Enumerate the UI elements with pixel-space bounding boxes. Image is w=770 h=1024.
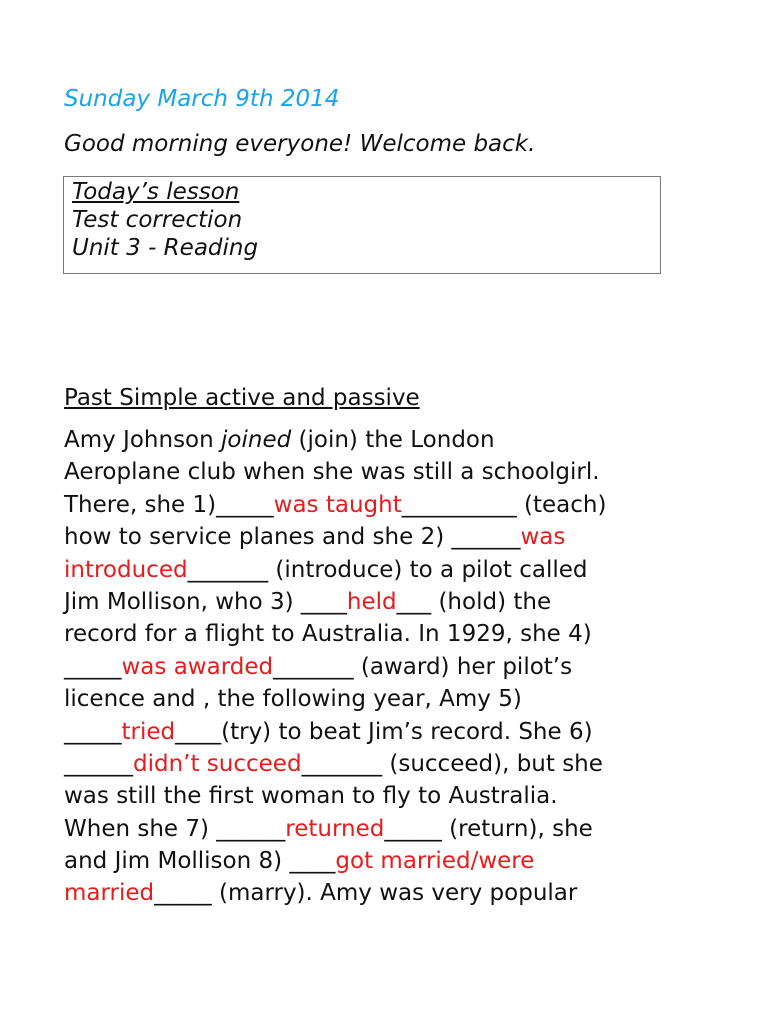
- exercise-line: [64, 456, 704, 488]
- exercise-text: how to service planes and she 2) ______: [64, 524, 521, 551]
- lesson-date: Sunday March 9th 2014: [64, 86, 340, 112]
- exercise-text: ____(try) to beat Jim’s record. She 6): [175, 718, 593, 745]
- lesson-item: Test correction: [72, 207, 243, 233]
- lesson-heading: Today’s lesson: [72, 179, 240, 205]
- exercise-line: [64, 813, 704, 845]
- answer-text: introduced: [64, 556, 188, 583]
- exercise-line: [64, 683, 704, 715]
- exercise-line: [64, 586, 704, 618]
- greeting-text: Good morning everyone! Welcome back.: [64, 131, 536, 157]
- exercise-text: (join) the London: [291, 427, 495, 453]
- exercise-line: [64, 554, 704, 586]
- exercise-text: There, she 1)_____: [64, 491, 274, 518]
- exercise-line: [64, 424, 704, 456]
- exercise-text: _____: [64, 653, 122, 680]
- exercise-text: _______ (introduce) to a pilot called: [187, 556, 588, 583]
- exercise-text: _______ (award) her pilot’s: [273, 653, 573, 680]
- answer-text: got married/were: [335, 848, 535, 875]
- exercise-text: When she 7) ______: [64, 815, 286, 842]
- answer-text: tried: [121, 718, 176, 745]
- exercise-paragraph: [64, 424, 704, 910]
- exercise-text: record for a flight to Australia. In 1929, she 4): [64, 621, 592, 648]
- exercise-text: _____: [64, 718, 122, 745]
- exercise-line: [64, 877, 704, 909]
- exercise-text: was still the first woman to fly to Australia.: [64, 783, 558, 810]
- exercise-text: _____ (marry). Amy was very popular: [154, 880, 578, 907]
- exercise-text: and Jim Mollison 8) ____: [64, 848, 336, 875]
- exercise-text: Aeroplane club when she was still a schoolgirl.: [64, 459, 600, 486]
- exercise-text: ______: [64, 750, 133, 777]
- example-verb: joined: [221, 427, 292, 453]
- exercise-line: [64, 780, 704, 812]
- answer-text: held: [346, 588, 397, 615]
- answer-text: was taught: [273, 491, 402, 518]
- answer-text: married: [64, 880, 155, 907]
- exercise-line: [64, 618, 704, 650]
- answer-text: was: [520, 524, 566, 551]
- exercise-line: [64, 489, 704, 521]
- answer-text: returned: [285, 815, 385, 842]
- exercise-text: _____ (return), she: [384, 815, 593, 842]
- exercise-text: _______ (succeed), but she: [301, 750, 603, 777]
- todays-lesson-box: [63, 176, 661, 274]
- answer-text: was awarded: [121, 653, 274, 680]
- lesson-item: Unit 3 - Reading: [72, 235, 259, 261]
- exercise-line: [64, 651, 704, 683]
- answer-text: didn’t succeed: [133, 750, 302, 777]
- exercise-text: licence and , the following year, Amy 5): [64, 686, 522, 713]
- exercise-text: __________ (teach): [401, 491, 607, 518]
- exercise-text: Jim Mollison, who 3) ____: [64, 588, 347, 615]
- exercise-line: [64, 845, 704, 877]
- exercise-text: ___ (hold) the: [396, 588, 552, 615]
- exercise-text: Amy Johnson: [64, 427, 222, 453]
- exercise-line: [64, 716, 704, 748]
- exercise-line: [64, 748, 704, 780]
- exercise-line: [64, 521, 704, 553]
- exercise-title: Past Simple active and passive: [64, 385, 420, 411]
